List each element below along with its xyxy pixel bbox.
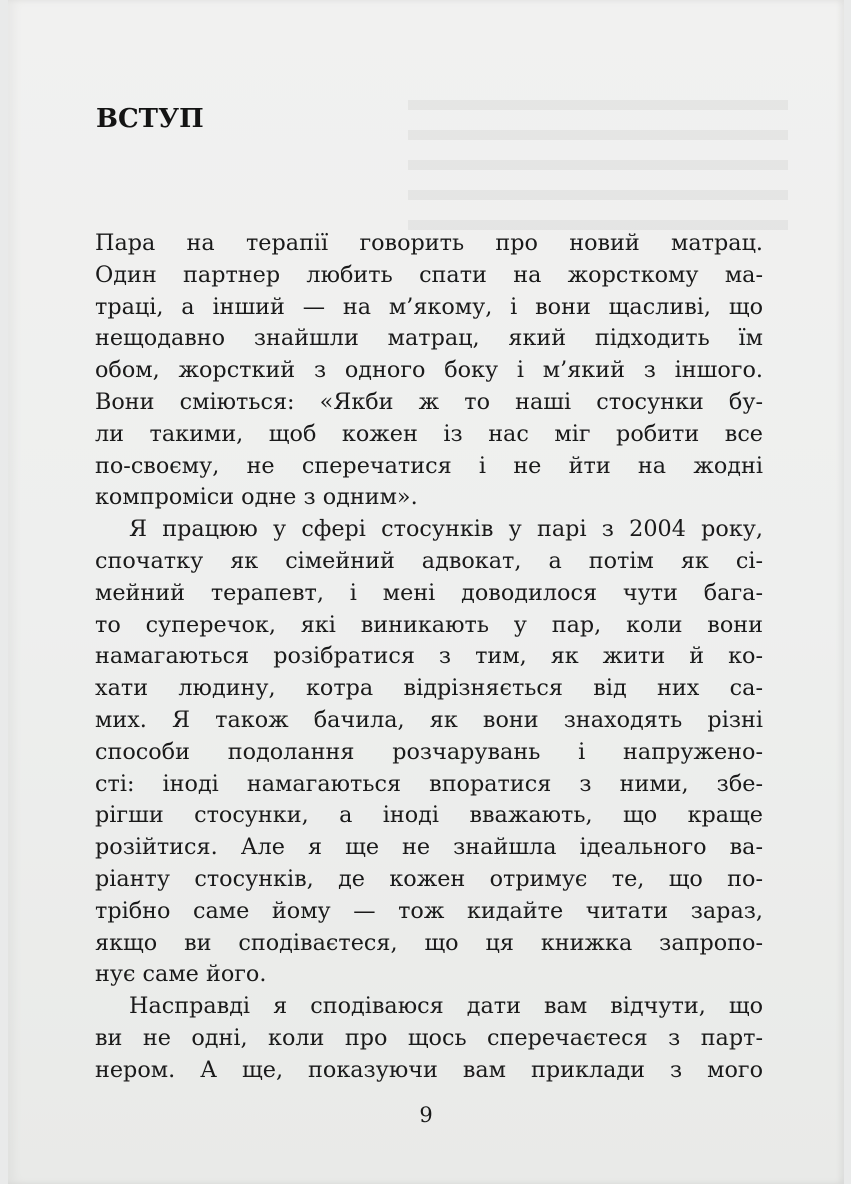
text-line: ви не одні, коли про щось сперечаєтеся з парт- [95, 1024, 763, 1051]
text-line: спочатку як сімейний адвокат, а потім як сі- [95, 547, 763, 574]
text-line: мих. Я також бачила, як вони знаходять різні [95, 706, 763, 733]
text-line: рігши стосунки, а іноді вважають, що краще [95, 802, 763, 829]
chapter-heading: ВСТУП [96, 104, 204, 134]
text-line: трібно саме йому — тож кидайте читати зараз, [95, 897, 763, 924]
text-line: Один партнер любить спати на жорсткому ма- [95, 261, 763, 288]
paragraph-1 [95, 228, 763, 514]
text-line: мейний терапевт, і мені доводилося чути бага- [95, 579, 763, 606]
text-line: якщо ви сподіваєтеся, що ця книжка запропо- [95, 929, 763, 956]
book-page [8, 0, 844, 1184]
text-line: ріанту стосунків, де кожен отримує те, що по- [95, 865, 763, 892]
text-line: Насправді я сподіваюся дати вам відчути, що [129, 993, 763, 1020]
text-line: намагаються розібратися з тим, як жити й ко- [95, 643, 763, 670]
text-line: нує саме його. [95, 961, 267, 988]
text-line: сті: іноді намагаються впоратися з ними, збе- [95, 770, 763, 797]
text-line: компроміси одне з одним». [95, 484, 418, 511]
text-line: нещодавно знайшли матрац, який підходить їм [95, 325, 763, 352]
text-line: то суперечок, які виникають у пар, коли вони [95, 611, 763, 638]
body-text [95, 228, 763, 1087]
text-line: обом, жорсткий з одного боку і м’який з іншого. [95, 357, 763, 384]
text-line: нером. А ще, показуючи вам приклади з мого [95, 1056, 763, 1083]
paragraph-3 [95, 991, 763, 1086]
paragraph-2 [95, 514, 763, 991]
text-line: Я працюю у сфері стосунків у парі з 2004 року, [129, 516, 763, 543]
text-line: траці, а інший — на м’якому, і вони щасливі, що [95, 293, 763, 320]
text-line: способи подолання розчарувань і напружено- [95, 738, 763, 765]
text-line: Вони сміються: «Якби ж то наші стосунки бу- [95, 388, 763, 415]
text-line: ли такими, щоб кожен із нас міг робити все [95, 420, 763, 447]
text-line: по-своєму, не сперечатися і не йти на жодні [95, 452, 763, 479]
text-line: хати людину, котра відрізняється від них са- [95, 675, 763, 702]
text-line: розійтися. Але я ще не знайшла ідеального ва- [95, 834, 763, 861]
page-number: 9 [419, 1103, 433, 1127]
text-line: Пара на терапії говорить про новий матрац. [95, 230, 763, 256]
